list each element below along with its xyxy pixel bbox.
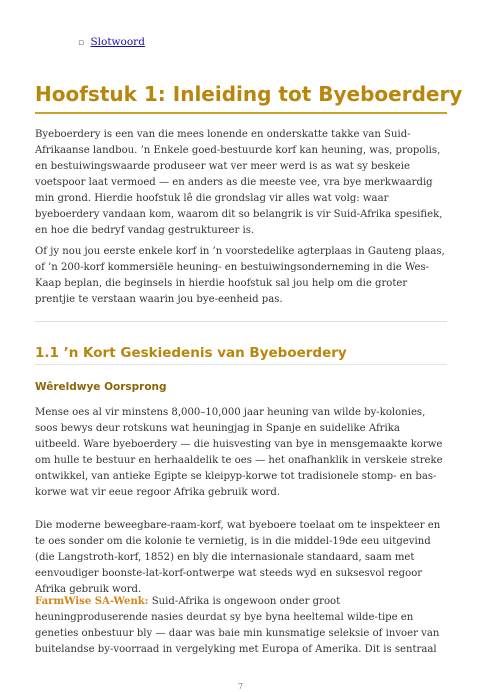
section-title-rule <box>35 364 447 365</box>
farmwise-tip-text: Suid-Afrika is ongewoon onder groot heuningproduserende nasies deurdat sy bye byna heeltemal wilde-tipe en geneties onbestuur bly — daar was baie min kunsmatige seleksie of invoer van buitelandse by-voorraad in vergelyking met Europa of Amerika. Dit is sentraal <box>35 596 440 655</box>
chapter-title: Hoofstuk 1: Inleiding tot Byeboerdery <box>35 82 463 106</box>
farmwise-tip-label: FarmWise SA-Wenk: <box>35 596 149 607</box>
section-title: 1.1 ’n Kort Geskiedenis van Byeboerdery <box>35 345 347 361</box>
chapter-title-rule <box>35 112 447 114</box>
toc-link-slotwoord[interactable]: Slotwoord <box>90 36 145 48</box>
toc-list-item <box>78 35 145 50</box>
history-paragraph-2: Die moderne beweegbare-raam-korf, wat byeboere toelaat om te inspekteer en te oes sonder om die kolonie te vernietig, is in die middel-19de eeu uitgevind (die Langstroth-korf, 1852) en bly die internasionale standaard, saam met eenvoudiger boonste-lat-korf-ontwerpe wat steeds wyd en suksesvol regoor Afrika gebruik word. <box>35 520 441 595</box>
section-divider <box>35 321 447 322</box>
subsection-title: Wêreldwye Oorsprong <box>35 381 167 393</box>
farmwise-tip-paragraph <box>35 594 447 658</box>
intro-paragraph-1: Byeboerdery is een van die mees lonende en onderskatte takke van Suid-Afrikaanse landbou. ’n Enkele goed-bestuurde korf kan heuning, was, propolis, en bestuiwingswaarde produseer wat ver meer werd is as wat sy beskeie voetspoor laat vermoed — en anders as die meeste vee, vra bye merkwaardig min grond. Hierdie hoofstuk lê die grondslag vir alles wat volg: waar byeboerdery vandaan kom, waarom dit so belangrik is vir Suid-Afrika spesifiek, en hoe die bedryf vandag gestruktureer is. <box>35 129 443 236</box>
history-paragraph-1: Mense oes al vir minstens 8,000–10,000 jaar heuning van wilde by-kolonies, soos bewys deur rotskuns wat heuningjag in Spanje en suidelike Afrika uitbeeld. Ware byeboerdery — die huisvesting van bye in mensgemaakte korwe om hulle te bestuur en herhaaldelik te oes — het onafhanklik in verskeie streke ontwikkel, van antieke Egipte se kleipyp-korwe tot tradisionele stomp- en bas-korwe wat vir eeue regoor Afrika gebruik word. <box>35 407 443 498</box>
list-bullet-icon: ▫ <box>78 38 85 48</box>
intro-paragraph-2: Of jy nou jou eerste enkele korf in ’n voorstedelike agterplaas in Gauteng plaas, of ’n 200-korf kommersiële heuning- en bestuiwingsonderneming in die Wes-Kaap beplan, die beginsels in hierdie hoofstuk sal jou help om die groter prentjie te verstaan waarin jou bye-eenheid pas. <box>35 246 445 305</box>
page-number: 7 <box>238 682 244 691</box>
